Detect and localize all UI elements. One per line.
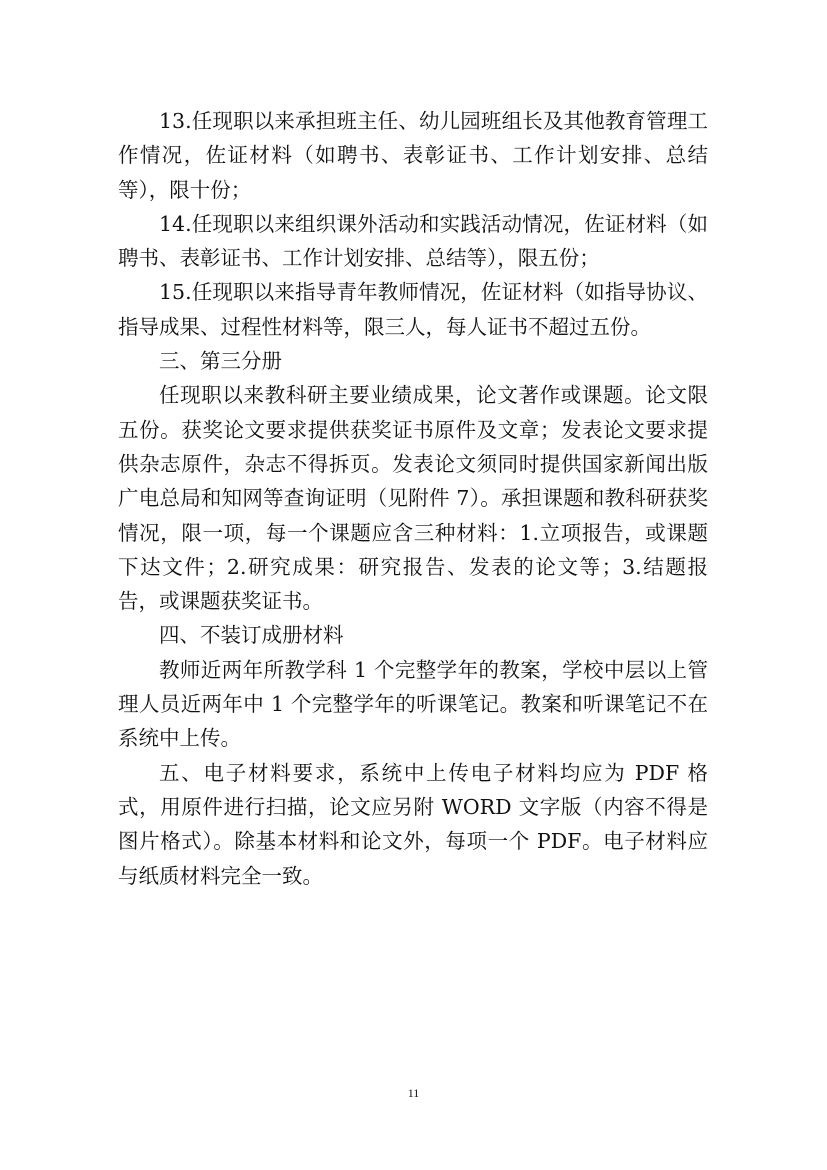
paragraph-item-13: 13.任现职以来承担班主任、幼儿园班组长及其他教育管理工作情况，佐证材料（如聘书、表彰证书、工作计划安排、总结等），限十份； (118, 109, 708, 202)
page-number: 11 (407, 1086, 420, 1100)
paragraph-unbound-materials: 教师近两年所教学科 1 个完整学年的教案，学校中层以上管理人员近两年中 1 个完整学年的听课笔记。教案和听课笔记不在系统中上传。 (118, 657, 708, 751)
section-heading-third-volume: 三、第三分册 (159, 349, 282, 374)
paragraph-electronic-materials: 五、电子材料要求，系统中上传电子材料均应为 PDF 格式，用原件进行扫描，论文应另附 WORD 文字版（内容不得是图片格式）。除基本材料和论文外，每项一个 PDF。电子材料应与纸质材料完全一致。 (118, 760, 708, 888)
section-heading-unbound-materials: 四、不装订成册材料 (159, 623, 344, 648)
document-body (118, 104, 708, 893)
paragraph-item-15: 15.任现职以来指导青年教师情况，佐证材料（如指导协议、指导成果、过程性材料等，限三人，每人证书不超过五份。 (118, 280, 708, 339)
paragraph-third-volume: 任现职以来教科研主要业绩成果，论文著作或课题。论文限五份。获奖论文要求提供获奖证书原件及文章；发表论文要求提供杂志原件，杂志不得拆页。发表论文须同时提供国家新闻出版广电总局和知网等查询证明（见附件 7）。承担课题和教科研获奖情况，限一项，每一个课题应含三种材料：1.立项报告，或课题下达文件；2.研究成果：研究报告、发表的论文等；3.结题报告，或课题获奖证书。 (118, 383, 708, 614)
paragraph-item-14: 14.任现职以来组织课外活动和实践活动情况，佐证材料（如聘书、表彰证书、工作计划安排、总结等），限五份； (118, 211, 708, 271)
